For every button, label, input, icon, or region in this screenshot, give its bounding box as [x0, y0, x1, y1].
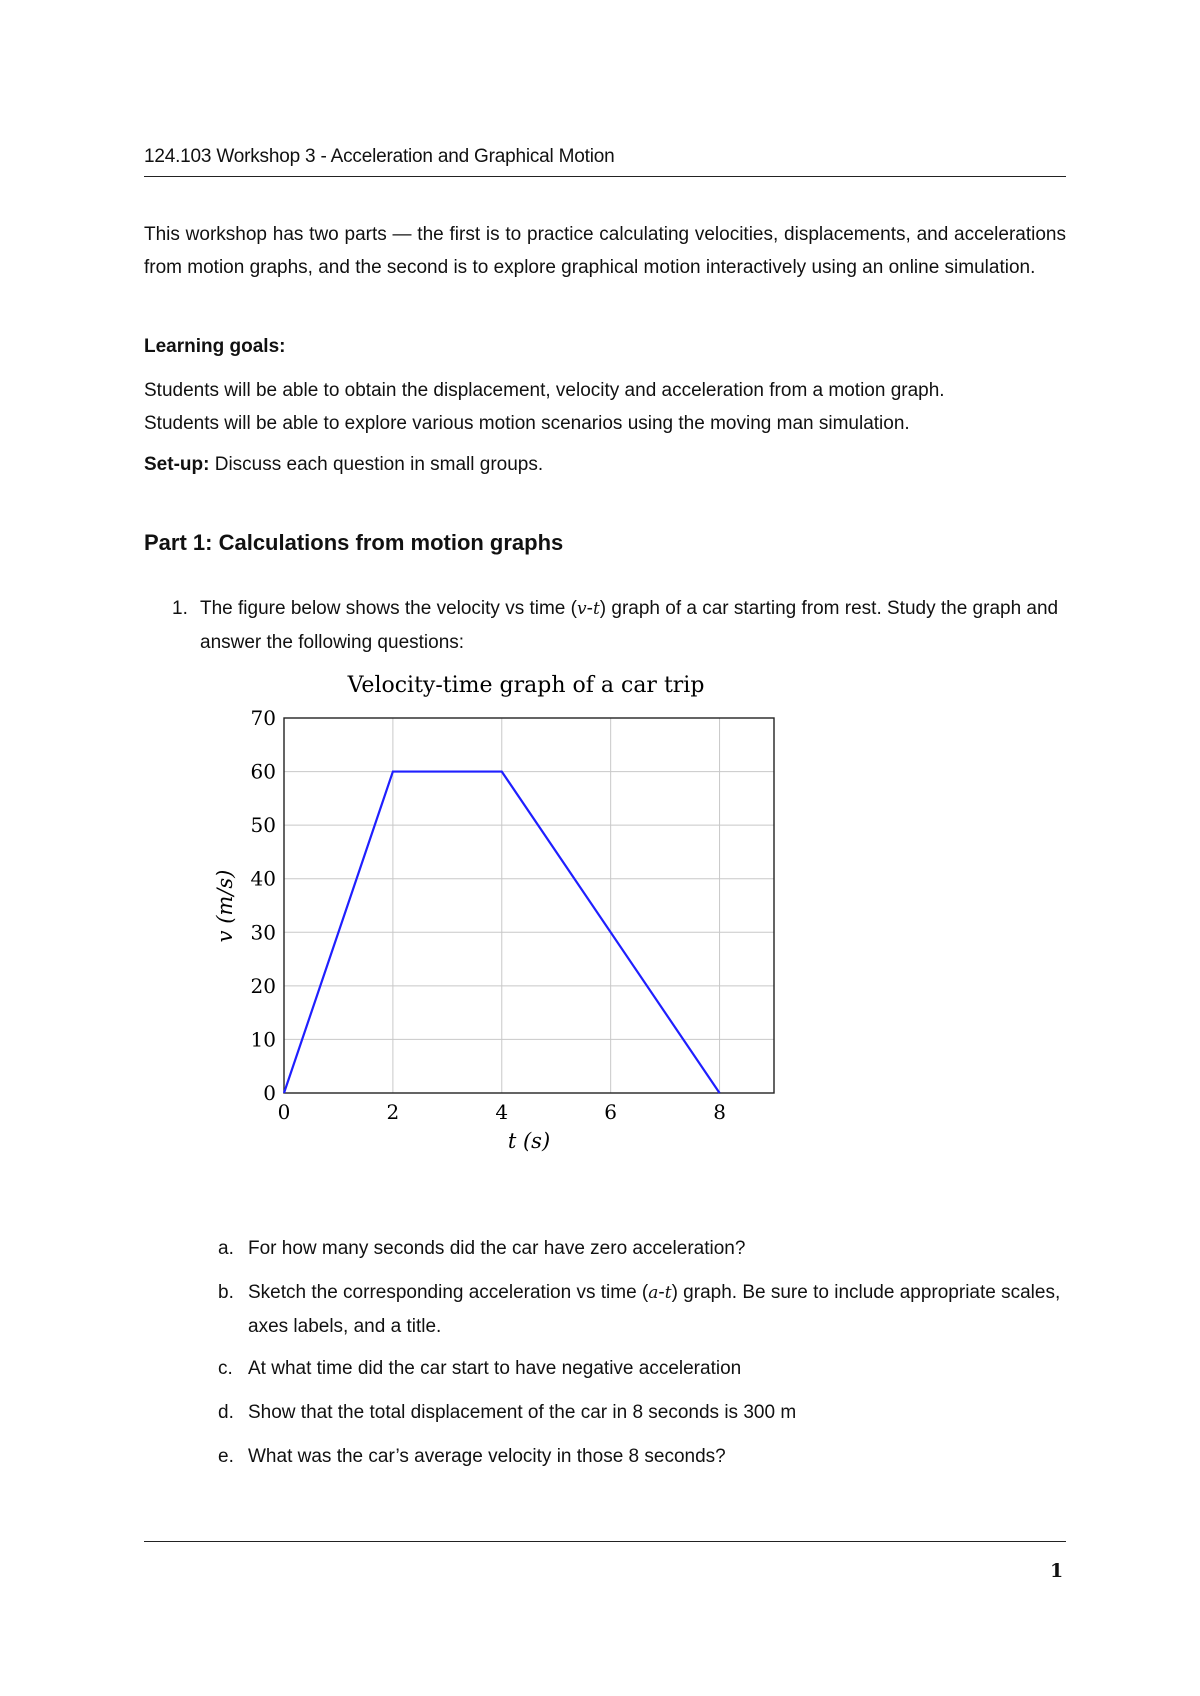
- y-tick-label: 70: [250, 706, 276, 730]
- var-t: t: [664, 1283, 672, 1303]
- x-tick-label: 6: [604, 1100, 618, 1124]
- plot-frame: [284, 718, 774, 1093]
- velocity-time-chart: [200, 660, 800, 1220]
- footer-rule: [144, 1541, 1066, 1542]
- var-a: a: [648, 1283, 659, 1303]
- setup-label: Set-up:: [144, 454, 210, 475]
- y-tick-label: 50: [250, 813, 276, 838]
- y-tick-label: 20: [250, 973, 276, 998]
- subquestion-text: For how many seconds did the car have zero acceleration?: [248, 1238, 746, 1259]
- learning-goal-1: Students will be able to obtain the displacement, velocity and acceleration from a motion graph.: [144, 380, 945, 401]
- var-v: v: [577, 599, 587, 619]
- subquestion-text: Show that the total displacement of the car in 8 seconds is 300 m: [248, 1402, 797, 1423]
- question-1-text-before: The figure below shows the velocity vs time (: [200, 598, 577, 619]
- chart-grid: [284, 718, 774, 1093]
- y-tick-label: 10: [250, 1027, 276, 1052]
- subquestion-text: At what time did the car start to have negative acceleration: [248, 1358, 742, 1379]
- y-axis-label: v (m/s): [213, 869, 237, 943]
- chart-title: Velocity-time graph of a car trip: [347, 673, 705, 698]
- subquestion-b-dash: -: [658, 1282, 665, 1303]
- subquestion-label: c.: [218, 1358, 233, 1379]
- x-axis-label: t (s): [507, 1129, 551, 1153]
- subquestion-b-text-before: Sketch the corresponding acceleration vs time (: [248, 1282, 649, 1303]
- y-tick-label: 40: [250, 866, 276, 891]
- learning-goals-heading: Learning goals:: [144, 336, 286, 357]
- question-1-text-after: ) graph of a car starting from rest. Study the graph and answer the following questions:: [200, 598, 1059, 653]
- intro-paragraph: This workshop has two parts — the first is to practice calculating velocities, displacements, and accelerations from motion graphs, and the second is to explore graphical motion interactively using an online simulation.: [144, 224, 1066, 278]
- question-1-number: 1.: [172, 598, 188, 619]
- x-tick-label: 0: [277, 1100, 291, 1124]
- page-number: 1: [1050, 1560, 1064, 1582]
- subquestion-text: What was the car’s average velocity in those 8 seconds?: [248, 1446, 726, 1467]
- x-tick-label: 2: [386, 1100, 400, 1124]
- y-tick-label: 60: [250, 759, 276, 784]
- learning-goals-text: [144, 374, 1066, 440]
- y-tick-label: 0: [263, 1081, 276, 1105]
- y-tick-labels: [251, 706, 276, 1105]
- x-tick-label: 4: [495, 1100, 509, 1124]
- x-tick-labels: [278, 1100, 726, 1124]
- learning-goal-2: Students will be able to explore various motion scenarios using the moving man simulation.: [144, 413, 910, 434]
- header-rule: [144, 176, 1066, 177]
- subquestion-label: a.: [218, 1238, 234, 1259]
- header-title: 124.103 Workshop 3 - Acceleration and Graphical Motion: [144, 146, 615, 167]
- setup-text: Discuss each question in small groups.: [209, 454, 544, 475]
- subquestion-label: d.: [218, 1402, 234, 1423]
- subquestion-label: b.: [218, 1282, 234, 1303]
- subquestion-b-text-after: ) graph. Be sure to include appropriate scales, axes labels, and a title.: [248, 1282, 1061, 1337]
- setup-line: [144, 448, 1066, 481]
- question-1-dash: -: [586, 598, 593, 619]
- var-t: t: [592, 599, 600, 619]
- x-tick-label: 8: [713, 1100, 726, 1124]
- subquestion-text: [248, 1276, 1066, 1343]
- subquestion-label: e.: [218, 1446, 234, 1467]
- y-tick-label: 30: [250, 920, 276, 945]
- part1-title: Part 1: Calculations from motion graphs: [144, 530, 564, 555]
- question-1-text: [200, 592, 1066, 659]
